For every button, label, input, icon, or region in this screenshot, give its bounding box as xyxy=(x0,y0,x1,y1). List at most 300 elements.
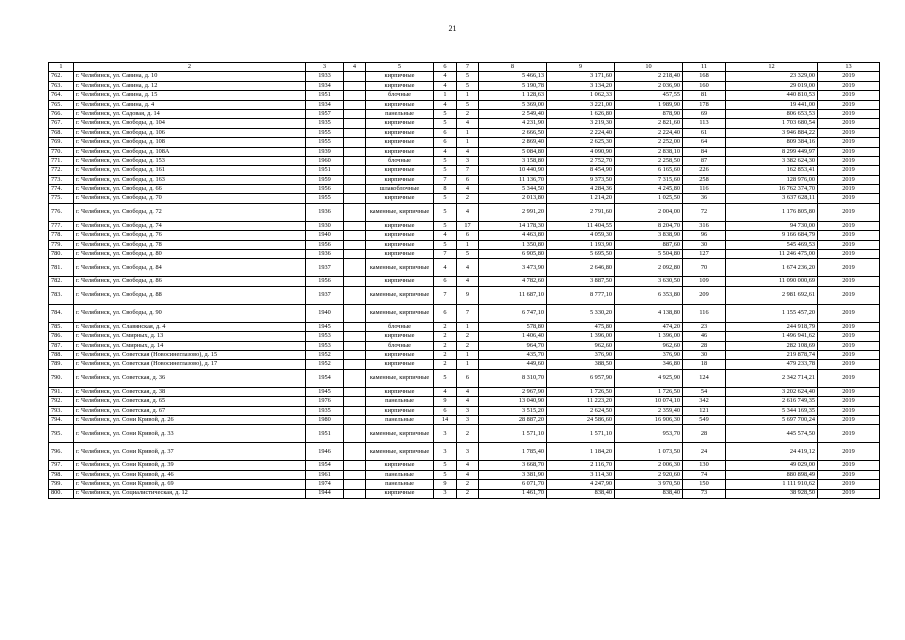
table-cell: 457,55 xyxy=(615,91,683,100)
table-row xyxy=(49,221,880,230)
table-cell: 2019 xyxy=(818,461,880,470)
table-cell: 28 xyxy=(683,341,726,350)
table-cell xyxy=(344,100,366,109)
table-cell: 10 440,90 xyxy=(479,166,547,175)
table-cell: 4 xyxy=(457,277,479,286)
table-cell: 887,60 xyxy=(615,240,683,249)
table-cell: г. Челябинск, ул. Советская, д. 67 xyxy=(74,406,306,415)
table-cell: 2019 xyxy=(818,350,880,359)
header-row xyxy=(49,63,880,72)
table-cell: 1940 xyxy=(306,304,344,322)
table-cell: 3 202 624,40 xyxy=(726,387,818,396)
column-header: 1 xyxy=(49,63,74,72)
table-cell: блочные xyxy=(366,156,434,165)
table-cell: 953,70 xyxy=(615,425,683,443)
table-cell: 6 xyxy=(457,369,479,387)
table-cell: 2 616 749,35 xyxy=(726,397,818,406)
table-cell: кирпичные xyxy=(366,128,434,137)
table-row xyxy=(49,259,880,277)
table-cell: г. Челябинск, ул. Смирных, д. 13 xyxy=(74,332,306,341)
table-cell: 2019 xyxy=(818,470,880,479)
table-row xyxy=(49,470,880,479)
table-cell: 2019 xyxy=(818,138,880,147)
table-row xyxy=(49,175,880,184)
table-cell: 440 810,53 xyxy=(726,91,818,100)
table-cell: 1934 xyxy=(306,81,344,90)
table-cell: 2 359,40 xyxy=(615,406,683,415)
table-cell: кирпичные xyxy=(366,221,434,230)
table-cell: 1 214,20 xyxy=(547,194,615,203)
table-cell: г. Челябинск, ул. Свободы, д. 74 xyxy=(74,221,306,230)
table-cell: 2 xyxy=(457,425,479,443)
table-row xyxy=(49,91,880,100)
table-cell: 2 xyxy=(457,109,479,118)
table-cell: 9 xyxy=(434,397,457,406)
table-cell: 64 xyxy=(683,138,726,147)
table-cell: панельные xyxy=(366,480,434,489)
table-cell: 777. xyxy=(49,221,74,230)
table-cell: 791. xyxy=(49,387,74,396)
table-row xyxy=(49,322,880,331)
table-cell: 1 xyxy=(434,91,457,100)
table-cell: 24 419,12 xyxy=(726,443,818,461)
table-cell: 765. xyxy=(49,100,74,109)
table-row xyxy=(49,277,880,286)
table-row xyxy=(49,332,880,341)
table-cell: г. Челябинск, ул. Свободы, д. 90 xyxy=(74,304,306,322)
table-cell xyxy=(344,461,366,470)
table-cell xyxy=(344,231,366,240)
table-cell: 785. xyxy=(49,322,74,331)
table-cell: 70 xyxy=(683,259,726,277)
table-cell: 1 184,20 xyxy=(547,443,615,461)
table-cell: 84 xyxy=(683,147,726,156)
table-cell: кирпичные xyxy=(366,147,434,156)
table-cell: г. Челябинск, ул. Свободы, д. 161 xyxy=(74,166,306,175)
table-cell: 1 xyxy=(457,360,479,369)
table-cell: 2 036,90 xyxy=(615,81,683,90)
column-header: 13 xyxy=(818,63,880,72)
table-cell: 5 xyxy=(434,166,457,175)
table-cell: 73 xyxy=(683,489,726,498)
table-cell: 771. xyxy=(49,156,74,165)
table-cell: 2019 xyxy=(818,166,880,175)
table-cell: 5 504,80 xyxy=(615,250,683,259)
table-cell: 5 xyxy=(434,461,457,470)
table-cell: 2 xyxy=(434,360,457,369)
table-cell xyxy=(344,185,366,194)
table-cell: 2019 xyxy=(818,250,880,259)
table-cell: 479 233,78 xyxy=(726,360,818,369)
table-cell: 113 xyxy=(683,119,726,128)
table-cell: 1 062,33 xyxy=(547,91,615,100)
table-cell: 3 114,30 xyxy=(547,470,615,479)
column-header: 7 xyxy=(457,63,479,72)
table-cell: 1945 xyxy=(306,322,344,331)
table-cell: 784. xyxy=(49,304,74,322)
table-cell: 1955 xyxy=(306,194,344,203)
table-cell: каменные, кирпичные xyxy=(366,425,434,443)
table-cell: 1 396,00 xyxy=(615,332,683,341)
table-cell: 9 xyxy=(434,480,457,489)
table-cell xyxy=(344,119,366,128)
table-cell: 87 xyxy=(683,156,726,165)
table-cell: 1945 xyxy=(306,387,344,396)
table-row xyxy=(49,397,880,406)
table-cell: 2 218,40 xyxy=(615,72,683,81)
table-cell: 1 xyxy=(457,240,479,249)
table-cell xyxy=(344,81,366,90)
table-cell: 1974 xyxy=(306,480,344,489)
table-cell: 2019 xyxy=(818,185,880,194)
table-cell xyxy=(344,350,366,359)
table-cell: 962,60 xyxy=(615,341,683,350)
table-row xyxy=(49,240,880,249)
table-cell: 9 166 684,79 xyxy=(726,231,818,240)
table-cell: 766. xyxy=(49,109,74,118)
table-cell: 2 791,60 xyxy=(547,203,615,221)
table-cell: 2019 xyxy=(818,231,880,240)
table-cell: 13 040,90 xyxy=(479,397,547,406)
table-cell: 2019 xyxy=(818,221,880,230)
table-cell: 5 369,00 xyxy=(479,100,547,109)
table-cell: 2 004,00 xyxy=(615,203,683,221)
table-cell: 2 920,60 xyxy=(615,470,683,479)
table-cell: 2 258,50 xyxy=(615,156,683,165)
table-cell: 6 165,60 xyxy=(615,166,683,175)
table-cell: 4 231,90 xyxy=(479,119,547,128)
table-cell: 128 976,00 xyxy=(726,175,818,184)
table-cell: 4 xyxy=(457,470,479,479)
table-cell: 768. xyxy=(49,128,74,137)
table-cell xyxy=(344,443,366,461)
table-cell: 2019 xyxy=(818,259,880,277)
table-cell: 5 344,50 xyxy=(479,185,547,194)
table-cell xyxy=(344,425,366,443)
table-cell: 3 134,20 xyxy=(547,81,615,90)
table-cell: 5 xyxy=(434,369,457,387)
table-row xyxy=(49,128,880,137)
table-cell: 3 221,00 xyxy=(547,100,615,109)
table-row xyxy=(49,119,880,128)
table-cell: 798. xyxy=(49,470,74,479)
table-cell xyxy=(344,109,366,118)
table-cell: кирпичные xyxy=(366,138,434,147)
table-cell xyxy=(344,360,366,369)
table-row xyxy=(49,415,880,424)
table-cell: 779. xyxy=(49,240,74,249)
table-row xyxy=(49,72,880,81)
table-cell: 764. xyxy=(49,91,74,100)
table-cell: г. Челябинск, ул. Свободы, д. 106 xyxy=(74,128,306,137)
table-cell: 5 xyxy=(434,194,457,203)
table-cell: 2019 xyxy=(818,360,880,369)
table-cell: кирпичные xyxy=(366,119,434,128)
table-cell: 11 223,20 xyxy=(547,397,615,406)
table-cell: 2019 xyxy=(818,277,880,286)
table-cell: 2019 xyxy=(818,406,880,415)
table-cell: 7 xyxy=(434,286,457,304)
table-cell: 2 838,10 xyxy=(615,147,683,156)
table-cell: 3 xyxy=(457,406,479,415)
table-cell: 2 xyxy=(457,489,479,498)
table-cell: 4 463,80 xyxy=(479,231,547,240)
table-cell: 545 469,53 xyxy=(726,240,818,249)
table-cell: 1953 xyxy=(306,341,344,350)
table-cell: 3 838,90 xyxy=(615,231,683,240)
table-cell: 3 xyxy=(434,443,457,461)
table-cell: 282 108,69 xyxy=(726,341,818,350)
table-cell: г. Челябинск, ул. Свободы, д. 84 xyxy=(74,259,306,277)
table-cell: 127 xyxy=(683,250,726,259)
table-cell: 376,90 xyxy=(547,350,615,359)
table-cell: 6 xyxy=(457,231,479,240)
table-cell: 769. xyxy=(49,138,74,147)
table-cell: 3 668,70 xyxy=(479,461,547,470)
table-cell: кирпичные xyxy=(366,461,434,470)
table-cell xyxy=(344,221,366,230)
table-cell: 3 158,80 xyxy=(479,156,547,165)
table-cell: 54 xyxy=(683,387,726,396)
table-cell: 28 887,20 xyxy=(479,415,547,424)
table-cell: панельные xyxy=(366,109,434,118)
table-cell: блочные xyxy=(366,322,434,331)
table-row xyxy=(49,341,880,350)
table-cell xyxy=(344,91,366,100)
table-cell: шлакоблочные xyxy=(366,185,434,194)
table-cell: 2 xyxy=(457,341,479,350)
table-cell: 346,80 xyxy=(615,360,683,369)
table-cell: 3 xyxy=(434,425,457,443)
table-cell: 1937 xyxy=(306,286,344,304)
table-cell: 1 193,90 xyxy=(547,240,615,249)
table-cell: 2019 xyxy=(818,119,880,128)
table-cell: каменные, кирпичные xyxy=(366,369,434,387)
table-cell: 2019 xyxy=(818,387,880,396)
table-cell: 11 404,55 xyxy=(547,221,615,230)
table-cell: 1961 xyxy=(306,470,344,479)
table-cell: 6 957,90 xyxy=(547,369,615,387)
table-cell: 1 073,50 xyxy=(615,443,683,461)
table-cell: 8 777,10 xyxy=(547,286,615,304)
table-cell: 8 310,70 xyxy=(479,369,547,387)
table-cell: 3 219,30 xyxy=(547,119,615,128)
table-cell: г. Челябинск, ул. Свободы, д. 163 xyxy=(74,175,306,184)
table-cell: 789. xyxy=(49,360,74,369)
table-cell: 8 299 449,97 xyxy=(726,147,818,156)
table-row xyxy=(49,109,880,118)
table-cell: 2019 xyxy=(818,341,880,350)
table-cell: 3 xyxy=(434,489,457,498)
table-cell: 782. xyxy=(49,277,74,286)
table-cell: 5 344 169,35 xyxy=(726,406,818,415)
table-row xyxy=(49,369,880,387)
table-cell: 1936 xyxy=(306,250,344,259)
table-cell: 1959 xyxy=(306,175,344,184)
table-cell: 778. xyxy=(49,231,74,240)
table-cell: 4 xyxy=(434,100,457,109)
table-cell: 474,20 xyxy=(615,322,683,331)
table-cell: кирпичные xyxy=(366,250,434,259)
table-cell: 445 574,50 xyxy=(726,425,818,443)
table-cell: 1944 xyxy=(306,489,344,498)
table-cell: 11 090 000,69 xyxy=(726,277,818,286)
table-cell: 2 xyxy=(434,322,457,331)
table-cell: 2 549,40 xyxy=(479,109,547,118)
table-cell: 14 xyxy=(434,415,457,424)
table-cell: 2 116,70 xyxy=(547,461,615,470)
table-cell: 783. xyxy=(49,286,74,304)
table-cell: 3 887,50 xyxy=(547,277,615,286)
table-cell: 28 xyxy=(683,425,726,443)
table-cell: г. Челябинск, ул. Свободы, д. 70 xyxy=(74,194,306,203)
table-cell: 2 xyxy=(434,350,457,359)
table-cell: г. Челябинск, ул. Сони Кривой, д. 39 xyxy=(74,461,306,470)
table-cell: 7 xyxy=(457,304,479,322)
table-row xyxy=(49,387,880,396)
table-cell: 376,90 xyxy=(615,350,683,359)
table-cell: г. Челябинск, ул. Свободы, д. 76 xyxy=(74,231,306,240)
table-cell: 4 xyxy=(457,119,479,128)
table-cell: 4 xyxy=(457,397,479,406)
table-cell: 1937 xyxy=(306,259,344,277)
table-cell: 1956 xyxy=(306,185,344,194)
table-cell: 2019 xyxy=(818,156,880,165)
table-cell xyxy=(344,406,366,415)
table-cell: 1 176 805,80 xyxy=(726,203,818,221)
table-cell: кирпичные xyxy=(366,360,434,369)
table-cell: 5 084,80 xyxy=(479,147,547,156)
table-cell: кирпичные xyxy=(366,81,434,90)
table-cell: 964,70 xyxy=(479,341,547,350)
table-cell: 2 869,40 xyxy=(479,138,547,147)
table-cell: 2 991,20 xyxy=(479,203,547,221)
table-cell: 209 xyxy=(683,286,726,304)
table-cell: кирпичные xyxy=(366,231,434,240)
table-cell: 1 xyxy=(457,91,479,100)
table-row xyxy=(49,203,880,221)
table-cell xyxy=(344,138,366,147)
table-cell: 773. xyxy=(49,175,74,184)
table-cell: 6 xyxy=(434,406,457,415)
table-cell: г. Челябинск, ул. Советская, д. 36 xyxy=(74,369,306,387)
table-cell: г. Челябинск, ул. Сони Кривой, д. 69 xyxy=(74,480,306,489)
table-cell: 775. xyxy=(49,194,74,203)
table-cell: 475,80 xyxy=(547,322,615,331)
table-cell: 1956 xyxy=(306,277,344,286)
table-cell: 38 928,50 xyxy=(726,489,818,498)
table-row xyxy=(49,194,880,203)
table-cell: 2 224,40 xyxy=(615,128,683,137)
table-cell: 2 625,30 xyxy=(547,138,615,147)
table-cell: 4 090,90 xyxy=(547,147,615,156)
table-cell: 838,40 xyxy=(615,489,683,498)
table-row xyxy=(49,166,880,175)
table-cell: 1 571,10 xyxy=(547,425,615,443)
table-cell: 767. xyxy=(49,119,74,128)
table-cell: 2 981 692,61 xyxy=(726,286,818,304)
table-cell: блочные xyxy=(366,341,434,350)
table-cell: 3 171,60 xyxy=(547,72,615,81)
table-cell: 17 xyxy=(457,221,479,230)
table-cell: 786. xyxy=(49,332,74,341)
table-cell: 6 071,70 xyxy=(479,480,547,489)
table-cell: 3 515,20 xyxy=(479,406,547,415)
table-cell xyxy=(344,194,366,203)
table-cell xyxy=(344,332,366,341)
table-cell: 792. xyxy=(49,397,74,406)
table-cell: 1 350,80 xyxy=(479,240,547,249)
table-cell: 11 246 475,00 xyxy=(726,250,818,259)
table-cell: 796. xyxy=(49,443,74,461)
table-cell: 18 xyxy=(683,360,726,369)
table-cell: 4 782,60 xyxy=(479,277,547,286)
table-cell: 2 252,00 xyxy=(615,138,683,147)
table-cell: 838,40 xyxy=(547,489,615,498)
table-cell: 258 xyxy=(683,175,726,184)
table-cell: 5 466,13 xyxy=(479,72,547,81)
table-cell: 1 xyxy=(457,138,479,147)
table-cell: г. Челябинск, ул. Советская, д. 38 xyxy=(74,387,306,396)
table-cell xyxy=(344,147,366,156)
table-cell: 81 xyxy=(683,91,726,100)
table-cell: 29 019,00 xyxy=(726,81,818,90)
table-cell: г. Челябинск, ул. Советская (Новосинеглазово), д. 17 xyxy=(74,360,306,369)
table-cell: 2019 xyxy=(818,194,880,203)
table-cell: г. Челябинск, ул. Свободы, д. 104 xyxy=(74,119,306,128)
table-cell: 4 xyxy=(434,81,457,90)
table-cell: г. Челябинск, ул. Сони Кривой, д. 46 xyxy=(74,470,306,479)
table-row xyxy=(49,461,880,470)
table-cell: 880 898,49 xyxy=(726,470,818,479)
table-cell: 1952 xyxy=(306,360,344,369)
table-cell: 1939 xyxy=(306,147,344,156)
table-cell: 1936 xyxy=(306,203,344,221)
table-cell: 1980 xyxy=(306,415,344,424)
table-cell: 2019 xyxy=(818,175,880,184)
table-cell: 9 xyxy=(457,286,479,304)
table-cell: 578,80 xyxy=(479,322,547,331)
housing-table xyxy=(48,62,880,499)
table-cell: г. Челябинск, ул. Славянская, д. 4 xyxy=(74,322,306,331)
table-cell: 3 637 628,11 xyxy=(726,194,818,203)
table-cell: 116 xyxy=(683,185,726,194)
table-cell: 1 128,63 xyxy=(479,91,547,100)
table-cell: панельные xyxy=(366,415,434,424)
table-cell: кирпичные xyxy=(366,277,434,286)
table-cell: 5 697 700,24 xyxy=(726,415,818,424)
table-cell: г. Челябинск, ул. Сони Кривой, д. 37 xyxy=(74,443,306,461)
table-cell: кирпичные xyxy=(366,489,434,498)
table-cell: 781. xyxy=(49,259,74,277)
table-cell: 5 xyxy=(457,250,479,259)
table-cell: 1930 xyxy=(306,221,344,230)
table-cell xyxy=(344,128,366,137)
table-cell: г. Челябинск, ул. Социалистическая, д. 12 xyxy=(74,489,306,498)
table-cell xyxy=(344,397,366,406)
table-cell: 3 630,50 xyxy=(615,277,683,286)
table-cell: 2 xyxy=(457,480,479,489)
table-cell: кирпичные xyxy=(366,194,434,203)
table-cell: 121 xyxy=(683,406,726,415)
table-cell xyxy=(344,322,366,331)
table-cell: 36 xyxy=(683,194,726,203)
table-cell: г. Челябинск, ул. Свободы, д. 66 xyxy=(74,185,306,194)
table-cell: 168 xyxy=(683,72,726,81)
table-cell: 794. xyxy=(49,415,74,424)
table-cell: г. Челябинск, ул. Савина, д. 12 xyxy=(74,81,306,90)
table-cell xyxy=(344,240,366,249)
